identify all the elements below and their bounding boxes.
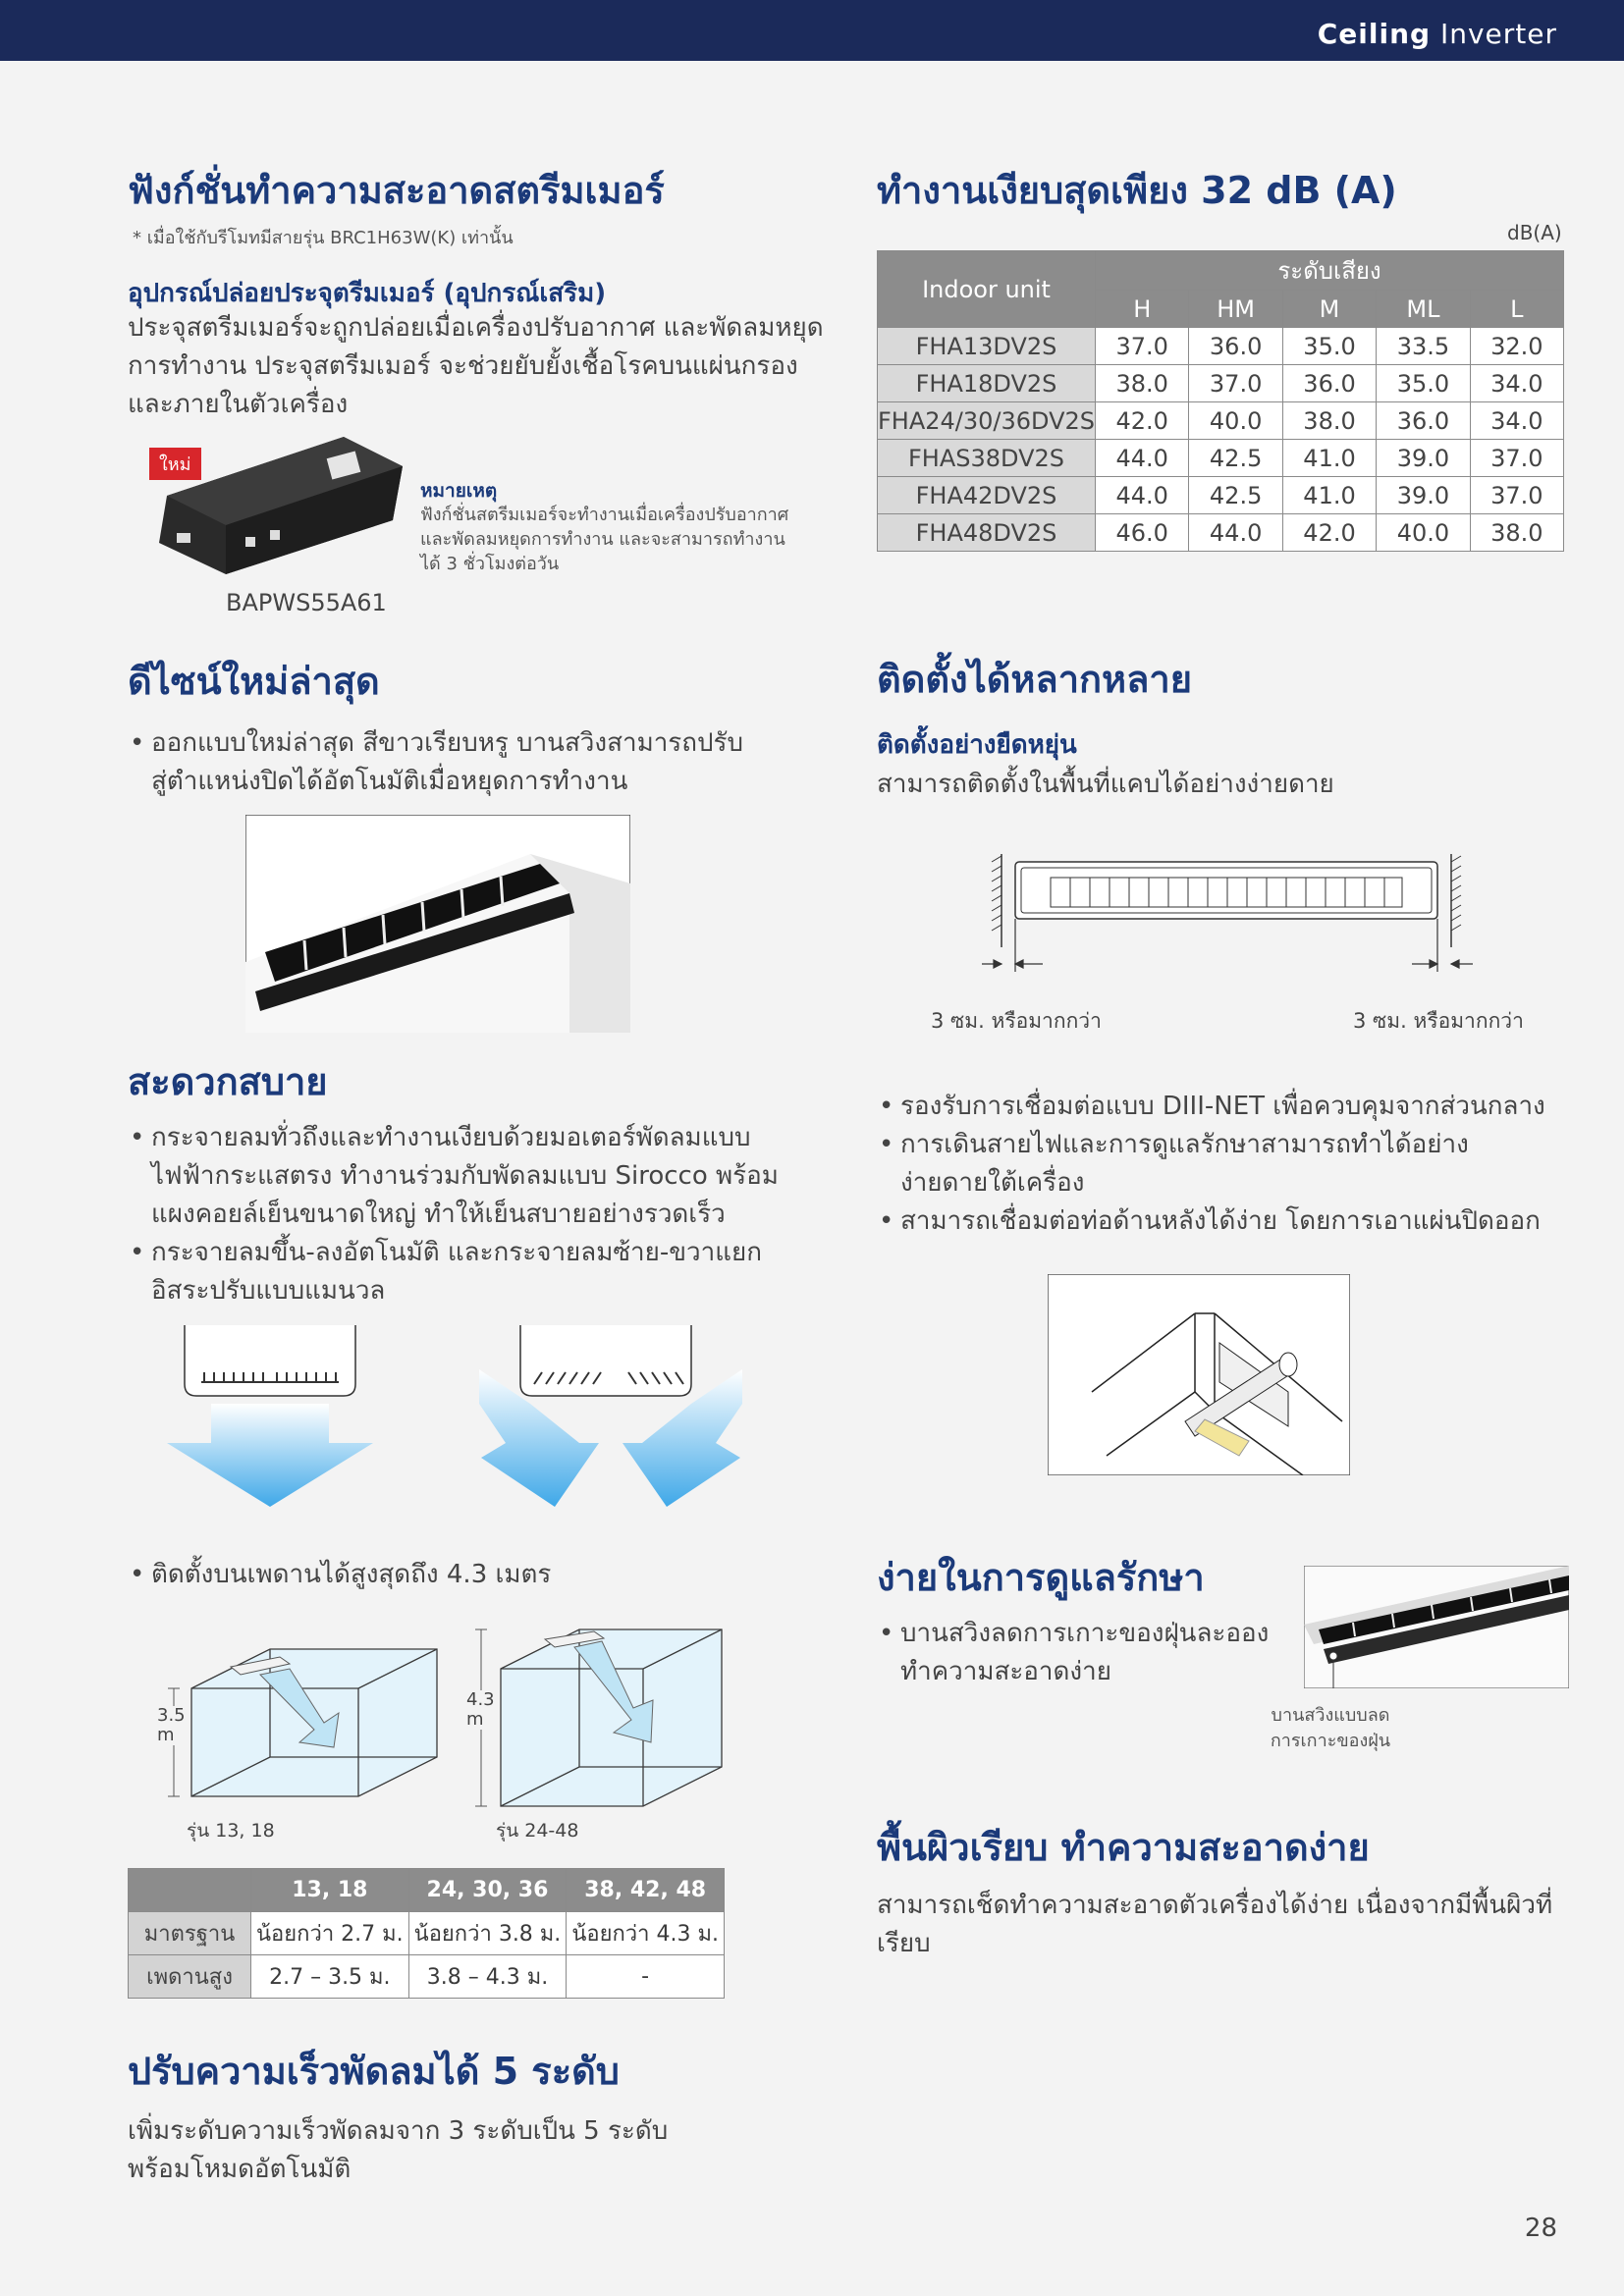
unit-closeup-image: [245, 815, 630, 1033]
model-cell: FHA42DV2S: [878, 477, 1096, 514]
table-row: เพดานสูง 2.7 – 3.5 ม. 3.8 – 4.3 ม. -: [129, 1955, 725, 1999]
value-cell: 38.0: [1282, 402, 1376, 440]
value-cell: 36.0: [1377, 402, 1470, 440]
maintenance-bullet: • บานสวิงลดการเกาะของฝุ่นละอองทำความสะอาดง่าย: [877, 1615, 1270, 1691]
level-header: H: [1096, 291, 1189, 328]
comfort-bullet: • กระจายลมขึ้น-ลงอัตโนมัติ และกระจายลมซ้าย-ขวาแยกอิสระปรับแบบแมนวล: [128, 1234, 805, 1310]
table-header: 24, 30, 36: [408, 1869, 567, 1912]
value-cell: 34.0: [1470, 402, 1563, 440]
value-cell: 39.0: [1377, 440, 1470, 477]
table-row: มาตรฐาน น้อยกว่า 2.7 ม. น้อยกว่า 3.8 ม. น้อยกว่า 4.3 ม.: [129, 1912, 725, 1955]
value-cell: 37.0: [1470, 440, 1563, 477]
left-clearance-label: 3 ซม. หรือมากกว่า: [931, 1009, 1102, 1033]
value-cell: 44.0: [1189, 514, 1282, 552]
remark-title: หมายเหตุ: [420, 480, 498, 502]
room-height-diagram: [152, 1610, 761, 1845]
install-bullets: [877, 1088, 1554, 1241]
brand-title: Ceiling Inverter: [1317, 18, 1557, 50]
comfort-bullet: • กระจายลมทั่วถึงและทำงานเงียบด้วยมอเตอร์พัดลมแบบไฟฟ้ากระแสตรง ทำงานร่วมกับพัดลมแบบ Sirocco พร้อมแผงคอยล์เย็นขนาดใหญ่ ทำให้เย็นสบายอย่างรวดเร็ว: [128, 1119, 805, 1234]
value-cell: 39.0: [1377, 477, 1470, 514]
room1-caption: รุ่น 13, 18: [187, 1820, 275, 1842]
room2-caption: รุ่น 24-48: [496, 1820, 579, 1842]
value-cell: 44.0: [1096, 477, 1189, 514]
install-bullet: • สามารถเชื่อมต่อท่อด้านหลังได้ง่าย โดยการเอาแผ่นปิดออก: [877, 1202, 1554, 1241]
rear-piping-image: [1048, 1274, 1350, 1475]
streamer-body: ประจุสตรีมเมอร์จะถูกปล่อยเมื่อเครื่องปรับอากาศ และพัดลมหยุดการทำงาน ประจุสตรีมเมอร์ จะช่วยยับยั้งเชื้อโรคบนแผ่นกรองและภายในตัวเครื่อง: [128, 313, 824, 419]
level-header: ML: [1377, 291, 1470, 328]
table-header: 38, 42, 48: [567, 1869, 725, 1912]
design-bullets: [128, 724, 756, 801]
install-title: ติดตั้งได้หลากหลาย: [877, 658, 1192, 701]
model-cell: FHA13DV2S: [878, 328, 1096, 365]
header-bar: [0, 0, 1624, 61]
right-clearance-label: 3 ซม. หรือมากกว่า: [1353, 1009, 1524, 1033]
model-cell: FHA18DV2S: [878, 365, 1096, 402]
model-cell: FHAS38DV2S: [878, 440, 1096, 477]
table-row: [878, 328, 1564, 365]
streamer-note: * เมื่อใช้กับรีโมทมีสายรุ่น BRC1H63W(K) เท่านั้น: [133, 228, 514, 248]
value-cell: 37.0: [1096, 328, 1189, 365]
design-title: ดีไซน์ใหม่ล่าสุด: [128, 660, 380, 703]
comfort-bullets: [128, 1119, 805, 1310]
swing-flap-image: [1304, 1566, 1569, 1688]
level-header: M: [1282, 291, 1376, 328]
new-badge: ใหม่: [149, 448, 201, 480]
table-header: 13, 18: [251, 1869, 409, 1912]
table-row: [878, 402, 1564, 440]
maintenance-bullets: [877, 1615, 1270, 1691]
value-cell: 42.5: [1189, 477, 1282, 514]
page-number: 28: [1524, 2214, 1557, 2243]
room2-height: 4.3 m: [466, 1689, 495, 1730]
design-bullet: • ออกแบบใหม่ล่าสุด สีขาวเรียบหรู บานสวิงสามารถปรับสู่ตำแหน่งปิดได้อัตโนมัติเมื่อหยุดการทำงาน: [128, 724, 756, 801]
streamer-title: ฟังก์ชั่นทำความสะอาดสตรีมเมอร์: [128, 169, 665, 212]
streamer-device-image: [147, 427, 412, 584]
value-cell: 38.0: [1096, 365, 1189, 402]
level-header: HM: [1189, 291, 1282, 328]
value-cell: 35.0: [1377, 365, 1470, 402]
table-row: [878, 514, 1564, 552]
value-cell: 37.0: [1470, 477, 1563, 514]
value-cell: 38.0: [1470, 514, 1563, 552]
value-cell: 41.0: [1282, 440, 1376, 477]
col-indoor-unit: Indoor unit: [878, 251, 1096, 328]
install-subtitle: ติดตั้งอย่างยืดหยุ่น: [877, 730, 1077, 760]
flat-body: สามารถเช็ดทำความสะอาดตัวเครื่องได้ง่าย เนื่องจากมีพื้นผิวที่เรียบ: [877, 1891, 1553, 1958]
value-cell: 42.0: [1096, 402, 1189, 440]
table-row: [878, 365, 1564, 402]
remark-body: ฟังก์ชั่นสตรีมเมอร์จะทำงานเมื่อเครื่องปรับอากาศ และพัดลมหยุดการทำงาน และจะสามารถทำงานได้ 3 ชั่วโมงต่อวัน: [420, 505, 789, 574]
device-model: BAPWS55A61: [226, 589, 387, 616]
install-bullet: • การเดินสายไฟและการดูแลรักษาสามารถทำได้อย่างง่ายดายใต้เครื่อง: [877, 1126, 1554, 1202]
room1-height: 3.5 m: [157, 1705, 186, 1745]
value-cell: 32.0: [1470, 328, 1563, 365]
install-bullet: • รองรับการเชื่อมต่อแบบ DIII-NET เพื่อควบคุมจากส่วนกลาง: [877, 1088, 1554, 1126]
fan-body: เพิ่มระดับความเร็วพัดลมจาก 3 ระดับเป็น 5 ระดับพร้อมโหมดอัตโนมัติ: [128, 2116, 669, 2184]
noise-table: [877, 250, 1564, 552]
table-row: [878, 477, 1564, 514]
value-cell: 36.0: [1282, 365, 1376, 402]
clearance-diagram: [982, 844, 1473, 982]
table-row: [878, 440, 1564, 477]
value-cell: 35.0: [1282, 328, 1376, 365]
ceiling-bullet: • ติดตั้งบนเพดานได้สูงสุดถึง 4.3 เมตร: [128, 1556, 766, 1594]
value-cell: 41.0: [1282, 477, 1376, 514]
quiet-title: ทำงานเงียบสุดเพียง 32 dB (A): [877, 169, 1397, 212]
ceiling-height-table: [128, 1868, 725, 1999]
model-cell: FHA24/30/36DV2S: [878, 402, 1096, 440]
value-cell: 46.0: [1096, 514, 1189, 552]
swing-flap-caption: บานสวิงแบบลดการเกาะของฝุ่น: [1270, 1705, 1391, 1751]
airflow-diagram: [167, 1325, 756, 1522]
value-cell: 33.5: [1377, 328, 1470, 365]
value-cell: 42.0: [1282, 514, 1376, 552]
flat-title: พื้นผิวเรียบ ทำความสะอาดง่าย: [877, 1826, 1370, 1869]
maintenance-title: ง่ายในการดูแลรักษา: [877, 1556, 1205, 1599]
fan-title: ปรับความเร็วพัดลมได้ 5 ระดับ: [128, 2050, 620, 2093]
value-cell: 40.0: [1189, 402, 1282, 440]
value-cell: 42.5: [1189, 440, 1282, 477]
table-header: [129, 1869, 251, 1912]
comfort-title: สะดวกสบาย: [128, 1060, 328, 1103]
install-body: สามารถติดตั้งในพื้นที่แคบได้อย่างง่ายดาย: [877, 770, 1334, 799]
col-noise-level: ระดับเสียง: [1096, 251, 1564, 291]
value-cell: 44.0: [1096, 440, 1189, 477]
quiet-unit: dB(A): [1507, 221, 1562, 244]
value-cell: 34.0: [1470, 365, 1563, 402]
value-cell: 40.0: [1377, 514, 1470, 552]
value-cell: 36.0: [1189, 328, 1282, 365]
value-cell: 37.0: [1189, 365, 1282, 402]
level-header: L: [1470, 291, 1563, 328]
model-cell: FHA48DV2S: [878, 514, 1096, 552]
streamer-subtitle: อุปกรณ์ปล่อยประจุตรีมเมอร์ (อุปกรณ์เสริม): [128, 279, 607, 308]
ceiling-bullets: [128, 1556, 766, 1594]
